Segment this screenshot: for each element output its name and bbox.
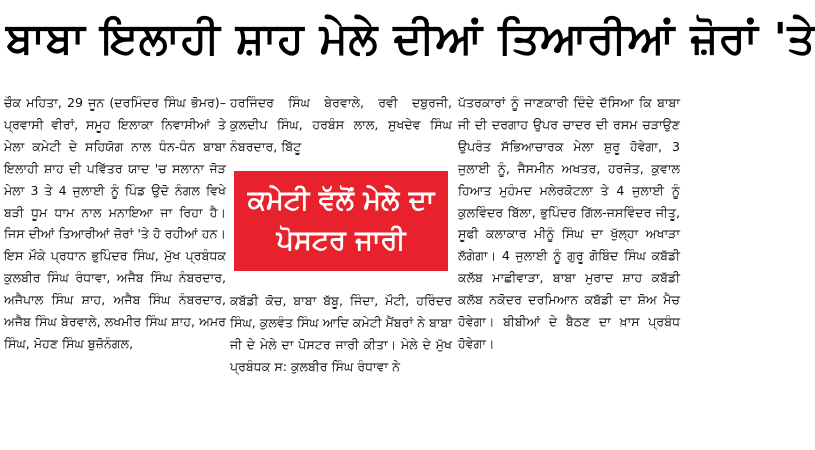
article-column-1 bbox=[4, 92, 226, 447]
article-column-3 bbox=[458, 92, 680, 447]
poster-caption-line-1: ਕਮੇਟੀ ਵੱਲੋਂ ਮੇਲੇ ਦਾ bbox=[247, 185, 435, 216]
poster-caption-line-2: ਪੋਸਟਰ ਜਾਰੀ bbox=[276, 225, 406, 256]
article-paragraph-3: ਕਬੱਡੀ ਕੋਚ, ਬਾਬਾ ਬੱਬੂ, ਜਿੰਦਾ, ਮੌਟੀ, ਹਰਿੰਦਰ ਸਿੰਘ, ਕੁਲਵੰਤ ਸਿੰਘ ਆਦਿ ਕਮੇਟੀ ਮੈਂਬਰਾਂ ਨੇ ਬਾਬਾ ਜੀ ਦੇ ਮੇਲੇ ਦਾ ਪੋਸਟਰ ਜਾਰੀ ਕੀਤਾ। ਮੇਲੇ ਦੇ ਮੁੱਖ ਪ੍ਰਬੰਧਕ ਸ: ਕੁਲਬੀਰ ਸਿੰਘ ਰੰਧਾਵਾ ਨੇ bbox=[230, 293, 452, 374]
headline: ਬਾਬਾ ਇਲਾਹੀ ਸ਼ਾਹ ਮੇਲੇ ਦੀਆਂ ਤਿਆਰੀਆਂ ਜ਼ੋਰਾਂ 'ਤੇ bbox=[6, 14, 815, 64]
article-column-2-bottom bbox=[230, 290, 452, 448]
poster-release-box bbox=[234, 171, 448, 271]
article-column-2-top bbox=[230, 92, 452, 162]
article-paragraph-1: ਚੌਕ ਮਹਿਤਾ, 29 ਜੂਨ (ਦਰਮਿੰਦਰ ਸਿੰਘ ਭੋਮਰ)–ਪ੍ਰਵਾਸੀ ਵੀਰਾਂ, ਸਮੂਹ ਇਲਾਕਾ ਨਿਵਾਸੀਆਂ ਤੇ ਮੇਲਾ ਕਮੇਟੀ ਦੇ ਸਹਿਯੋਗ ਨਾਲ ਧੰਨ-ਧੰਨ ਬਾਬਾ ਇਲਾਹੀ ਸ਼ਾਹ ਦੀ ਪਵਿੱਤਰ ਯਾਦ 'ਚ ਸਲਾਨਾ ਜੋੜ ਮੇਲਾ 3 ਤੇ 4 ਜੁਲਾਈ ਨੂੰ ਪਿੰਡ ਉਦੋ ਨੰਗਲ ਵਿਖੇ ਬੜੀ ਧੂਮ ਧਾਮ ਨਾਲ ਮਨਾਇਆ ਜਾ ਰਿਹਾ ਹੈ। ਜਿਸ ਦੀਆਂ ਤਿਆਰੀਆਂ ਜ਼ੋਰਾਂ 'ਤੇ ਹੋ ਰਹੀਆਂ ਹਨ। ਇਸ ਮੌਕੇ ਪ੍ਰਧਾਨ ਭੁਪਿੰਦਰ ਸਿੰਘ, ਮੁੱਖ ਪ੍ਰਬੰਧਕ ਕੁਲਬੀਰ ਸਿੰਘ ਰੰਧਾਵਾ, ਅਜੈਬ ਸਿੰਘ ਨੰਬਰਦਾਰ, ਅਜੈਪਾਲ ਸਿੰਘ ਸ਼ਾਹ, ਅਜੈਬ ਸਿੰਘ ਨੰਬਰਦਾਰ, ਅਜੈਬ ਸਿੰਘ ਬੇਰਵਾਲੇ, ਲਖਮੀਰ ਸਿੰਘ ਸ਼ਾਹ, ਅਮਰ ਸਿੰਘ, ਮੋਹਣ ਸਿੰਘ ਬੁਜ਼ੋਨੰਗਲ, bbox=[4, 95, 226, 351]
article-paragraph-4: ਪੱਤਰਕਾਰਾਂ ਨੂੰ ਜਾਣਕਾਰੀ ਦਿੰਦੇ ਦੱਸਿਆ ਕਿ ਬਾਬਾ ਜੀ ਦੀ ਦਰਗਾਹ ਉਪਰ ਚਾਦਰ ਦੀ ਰਸਮ ਚੜਾਉਣ ਉਪਰੰਤ ਸੱਭਿਆਚਾਰਕ ਮੇਲਾ ਸ਼ੁਰੂ ਹੋਵੇਗਾ, 3 ਜੁਲਾਈ ਨੂੰ, ਜੈਸਮੀਨ ਅਖਤਰ, ਹਰਜੋਤ, ਕੁਵਾਲ ਹਿਆਤ ਮੁਹੰਮਦ ਮਲੇਰਕੋਟਲਾ ਤੇ 4 ਜੁਲਾਈ ਨੂੰ ਕੁਲਵਿੰਦਰ ਬਿੱਲਾ, ਭੁਪਿੰਦਰ ਗਿੱਲ-ਜਸਵਿੰਦਰ ਜੀਤੂ, ਸੂਫੀ ਕਲਾਕਾਰ ਮੀਨੂੰ ਸਿੰਘ ਦਾ ਖੁੱਲ੍ਹਾ ਅਖਾੜਾ ਲੱਗੇਗਾ। 4 ਜੁਲਾਈ ਨੂੰ ਗੁਰੂ ਗੋਬਿੰਦ ਸਿੰਘ ਕਬੱਡੀ ਕਲੱਬ ਮਾਛੀਵਾੜਾ, ਬਾਬਾ ਮੁਰਾਦ ਸ਼ਾਹ ਕਬੱਡੀ ਕਲੱਬ ਨਕੋਦਰ ਦਰਮਿਆਨ ਕਬੱਡੀ ਦਾ ਸ਼ੋਅ ਮੈਚ ਹੋਵੇਗਾ। ਬੀਬੀਆਂ ਦੇ ਬੈਠਣ ਦਾ ਖ਼ਾਸ ਪ੍ਰਬੰਧ ਹੋਵੇਗਾ। bbox=[458, 95, 680, 351]
article-paragraph-2: ਹਰਜਿੰਦਰ ਸਿੰਘ ਬੇਰਵਾਲੇ, ਰਵੀ ਦਬੁਰਜੀ, ਕੁਲਦੀਪ ਸਿੰਘ, ਹਰਬੰਸ ਲਾਲ, ਸੁਖਦੇਵ ਸਿੰਘ ਨੰਬਰਦਾਰ, ਬਿੱਟੂ bbox=[230, 95, 452, 154]
